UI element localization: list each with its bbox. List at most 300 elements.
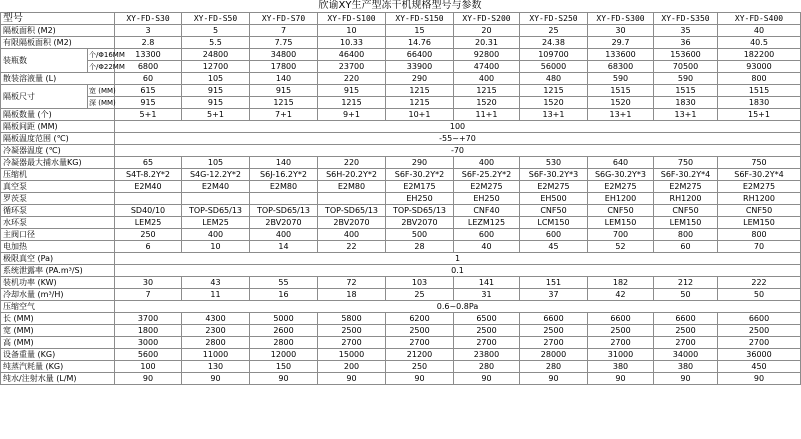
table-cell: 90: [454, 373, 520, 385]
table-row: [1, 61, 801, 73]
table-cell: 500: [386, 229, 454, 241]
table-row: [1, 49, 801, 61]
row-label: 冷凝器最大捕水量KG): [1, 157, 115, 169]
table-row: [1, 97, 801, 109]
table-cell: 1215: [386, 85, 454, 97]
row-label: 真空泵: [1, 181, 115, 193]
row-label: 宽 (MM): [1, 325, 115, 337]
table-cell: 182200: [718, 49, 801, 61]
table-row: [1, 205, 801, 217]
table-cell: 400: [182, 229, 250, 241]
row-label: 水环泵: [1, 217, 115, 229]
table-row: [1, 301, 801, 313]
table-cell: 103: [386, 277, 454, 289]
table-cell: LEM150: [718, 217, 801, 229]
table-cell: 17800: [250, 61, 318, 73]
table-cell: 13+1: [588, 109, 654, 121]
row-sublabel: 个/Φ16MM: [89, 50, 125, 59]
table-cell: LEM25: [115, 217, 182, 229]
row-label: 纯水/注射水量 (L/M): [1, 373, 115, 385]
table-cell: S6F-30.2Y*3: [520, 169, 588, 181]
table-row: [1, 145, 801, 157]
table-cell: 34800: [250, 49, 318, 61]
table-cell: 141: [454, 277, 520, 289]
table-cell: 7.75: [250, 37, 318, 49]
table-cell: [182, 193, 250, 205]
table-cell: 36000: [718, 349, 801, 361]
table-cell: 28000: [520, 349, 588, 361]
table-cell: 2500: [654, 325, 718, 337]
table-row: [1, 349, 801, 361]
model-header: XY-FD-S30: [115, 13, 182, 25]
table-cell: 182: [588, 277, 654, 289]
table-cell: 60: [654, 241, 718, 253]
table-cell: 222: [718, 277, 801, 289]
table-cell: 90: [115, 373, 182, 385]
table-cell: S6J-16.2Y*2: [250, 169, 318, 181]
table-cell: 1215: [250, 97, 318, 109]
table-cell: 105: [182, 73, 250, 85]
merged-value: -70: [115, 145, 801, 157]
row-label: 冷却水量 (m³/H): [1, 289, 115, 301]
table-cell: 42: [588, 289, 654, 301]
table-cell: 93000: [718, 61, 801, 73]
table-cell: 250: [115, 229, 182, 241]
table-row: [1, 109, 801, 121]
table-cell: 70: [718, 241, 801, 253]
row-label: 隔板面积 (M2): [1, 25, 115, 37]
table-cell: 14.76: [386, 37, 454, 49]
table-cell: 23800: [454, 349, 520, 361]
table-cell: 12700: [182, 61, 250, 73]
table-cell: 30: [115, 277, 182, 289]
table-cell: 1830: [718, 97, 801, 109]
table-cell: 47400: [454, 61, 520, 73]
table-cell: 212: [654, 277, 718, 289]
row-sublabel: 宽 (MM): [89, 86, 116, 95]
table-cell: CNF50: [588, 205, 654, 217]
table-cell: 12000: [250, 349, 318, 361]
table-cell: 2700: [454, 337, 520, 349]
table-cell: 2700: [718, 337, 801, 349]
row-label: 设备重量 (KG): [1, 349, 115, 361]
table-cell: TOP-SD65/13: [318, 205, 386, 217]
table-cell: [250, 193, 318, 205]
table-cell: 400: [454, 157, 520, 169]
table-cell: 25: [386, 289, 454, 301]
table-row: [1, 289, 801, 301]
table-cell: 3: [115, 25, 182, 37]
table-cell: 90: [318, 373, 386, 385]
row-label: 装瓶数: [1, 49, 88, 73]
row-label: 主阀口径: [1, 229, 115, 241]
model-header: XY-FD-S70: [250, 13, 318, 25]
table-cell: E2M275: [520, 181, 588, 193]
table-cell: 1520: [454, 97, 520, 109]
table-cell: 1520: [520, 97, 588, 109]
table-cell: S6F-30.2Y*2: [386, 169, 454, 181]
table-cell: 220: [318, 157, 386, 169]
table-cell: 1215: [454, 85, 520, 97]
merged-value: 1: [115, 253, 801, 265]
table-cell: CNF50: [718, 205, 801, 217]
table-cell: 800: [654, 229, 718, 241]
corner-label: 型号: [1, 13, 115, 25]
table-cell: 15+1: [718, 109, 801, 121]
table-cell: 90: [182, 373, 250, 385]
table-cell: TOP-SD65/13: [182, 205, 250, 217]
table-cell: 72: [318, 277, 386, 289]
table-cell: EH1200: [588, 193, 654, 205]
table-cell: S4T-8.2Y*2: [115, 169, 182, 181]
table-cell: S6F-30.2Y*4: [654, 169, 718, 181]
table-cell: 70500: [654, 61, 718, 73]
table-cell: 15000: [318, 349, 386, 361]
table-cell: 56000: [520, 61, 588, 73]
table-row: [1, 313, 801, 325]
table-cell: 915: [115, 97, 182, 109]
table-cell: 30: [588, 25, 654, 37]
row-label: 压缩机: [1, 169, 115, 181]
row-label: 高 (MM): [1, 337, 115, 349]
table-cell: 13+1: [520, 109, 588, 121]
table-row: [1, 73, 801, 85]
table-cell: 66400: [386, 49, 454, 61]
table-row: [1, 85, 801, 97]
table-cell: 800: [718, 73, 801, 85]
table-cell: 10: [318, 25, 386, 37]
table-cell: 615: [115, 85, 182, 97]
table-cell: 24800: [182, 49, 250, 61]
table-cell: CNF40: [454, 205, 520, 217]
table-row: [1, 181, 801, 193]
table-row: [1, 157, 801, 169]
row-label: 电加热: [1, 241, 115, 253]
table-cell: 7+1: [250, 109, 318, 121]
table-cell: 220: [318, 73, 386, 85]
table-row: [1, 373, 801, 385]
table-cell: 1515: [588, 85, 654, 97]
table-cell: 200: [318, 361, 386, 373]
table-cell: S6H-20.2Y*2: [318, 169, 386, 181]
table-row: [1, 241, 801, 253]
table-cell: RH1200: [654, 193, 718, 205]
sheet-title: 欣谕XY生产型冻干机规格型号与参数: [318, 0, 482, 11]
table-cell: 140: [250, 73, 318, 85]
table-cell: 6600: [588, 313, 654, 325]
table-cell: 90: [654, 373, 718, 385]
table-cell: 2500: [520, 325, 588, 337]
table-cell: SD40/10: [115, 205, 182, 217]
table-cell: 7: [115, 289, 182, 301]
spec-table: [0, 12, 801, 385]
table-cell: 380: [588, 361, 654, 373]
table-cell: 5800: [318, 313, 386, 325]
table-cell: 750: [654, 157, 718, 169]
table-cell: 13300: [115, 49, 182, 61]
table-row: [1, 193, 801, 205]
table-cell: 153600: [654, 49, 718, 61]
table-row: [1, 121, 801, 133]
table-cell: 600: [520, 229, 588, 241]
table-cell: 11+1: [454, 109, 520, 121]
table-cell: 151: [520, 277, 588, 289]
row-label: 隔板数量 (个): [1, 109, 115, 121]
table-cell: 140: [250, 157, 318, 169]
model-header: XY-FD-S50: [182, 13, 250, 25]
table-row: [1, 229, 801, 241]
table-row: [1, 253, 801, 265]
table-cell: 280: [454, 361, 520, 373]
table-cell: 1520: [588, 97, 654, 109]
table-cell: 50: [654, 289, 718, 301]
table-cell: LEM25: [182, 217, 250, 229]
table-row: [1, 217, 801, 229]
table-cell: TOP-SD65/13: [250, 205, 318, 217]
table-cell: 13+1: [654, 109, 718, 121]
table-cell: 10.33: [318, 37, 386, 49]
table-cell: 5+1: [115, 109, 182, 121]
table-row: [1, 325, 801, 337]
table-cell: 45: [520, 241, 588, 253]
row-label: 罗茨泵: [1, 193, 115, 205]
table-cell: 2600: [250, 325, 318, 337]
table-cell: 37: [520, 289, 588, 301]
table-cell: LCM150: [520, 217, 588, 229]
table-cell: [318, 193, 386, 205]
table-cell: S4G-12.2Y*2: [182, 169, 250, 181]
table-cell: 3700: [115, 313, 182, 325]
row-sublabel: 个/Φ22MM: [89, 62, 125, 71]
table-cell: 92800: [454, 49, 520, 61]
table-cell: E2M80: [318, 181, 386, 193]
table-cell: 20.31: [454, 37, 520, 49]
table-cell: E2M40: [182, 181, 250, 193]
table-cell: 1800: [115, 325, 182, 337]
table-cell: 6600: [718, 313, 801, 325]
table-cell: 6600: [654, 313, 718, 325]
row-label: 冷凝器温度 (℃): [1, 145, 115, 157]
table-cell: 2BV2070: [386, 217, 454, 229]
table-cell: S6F-30.2Y*4: [718, 169, 801, 181]
table-cell: 290: [386, 157, 454, 169]
table-cell: 6200: [386, 313, 454, 325]
table-cell: CNF50: [520, 205, 588, 217]
table-cell: 590: [654, 73, 718, 85]
table-cell: 4300: [182, 313, 250, 325]
table-cell: 7: [250, 25, 318, 37]
table-cell: 90: [588, 373, 654, 385]
table-cell: 43: [182, 277, 250, 289]
table-cell: E2M275: [718, 181, 801, 193]
table-cell: 52: [588, 241, 654, 253]
table-cell: S6F-25.2Y*2: [454, 169, 520, 181]
table-row: [1, 37, 801, 49]
table-cell: 2300: [182, 325, 250, 337]
table-cell: 31000: [588, 349, 654, 361]
table-cell: E2M80: [250, 181, 318, 193]
row-label: 系统泄露率 (PA.m³/S): [1, 265, 115, 277]
table-cell: 2500: [318, 325, 386, 337]
table-cell: 68300: [588, 61, 654, 73]
table-cell: 915: [182, 85, 250, 97]
table-cell: 400: [318, 229, 386, 241]
table-cell: E2M275: [588, 181, 654, 193]
table-cell: 21200: [386, 349, 454, 361]
table-cell: 1515: [654, 85, 718, 97]
model-header: XY-FD-S350: [654, 13, 718, 25]
table-cell: 14: [250, 241, 318, 253]
table-cell: 590: [588, 73, 654, 85]
table-cell: 20: [454, 25, 520, 37]
table-cell: 65: [115, 157, 182, 169]
table-cell: 31: [454, 289, 520, 301]
row-label: 极限真空 (Pa): [1, 253, 115, 265]
table-cell: E2M40: [115, 181, 182, 193]
row-label: 隔板温度范围 (℃): [1, 133, 115, 145]
row-label: 有限隔板面积 (M2): [1, 37, 115, 49]
model-header: XY-FD-S250: [520, 13, 588, 25]
table-cell: 55: [250, 277, 318, 289]
table-cell: 2700: [318, 337, 386, 349]
table-cell: 1830: [654, 97, 718, 109]
row-label: 隔板间距 (MM): [1, 121, 115, 133]
table-cell: 130: [182, 361, 250, 373]
merged-value: 0.6~0.8Pa: [115, 301, 801, 313]
table-cell: 2BV2070: [250, 217, 318, 229]
table-cell: 36: [654, 37, 718, 49]
table-cell: 150: [250, 361, 318, 373]
table-cell: EH250: [386, 193, 454, 205]
table-cell: 18: [318, 289, 386, 301]
table-cell: EH250: [454, 193, 520, 205]
table-cell: CNF50: [654, 205, 718, 217]
table-cell: 2500: [386, 325, 454, 337]
table-cell: 133600: [588, 49, 654, 61]
merged-value: 0.1: [115, 265, 801, 277]
table-cell: 40.5: [718, 37, 801, 49]
table-cell: 16: [250, 289, 318, 301]
row-label: 压缩空气: [1, 301, 115, 313]
table-cell: 380: [654, 361, 718, 373]
table-cell: 109700: [520, 49, 588, 61]
table-cell: 100: [115, 361, 182, 373]
table-cell: 2700: [588, 337, 654, 349]
table-cell: 600: [454, 229, 520, 241]
merged-value: 100: [115, 121, 801, 133]
table-row: [1, 133, 801, 145]
model-header: XY-FD-S400: [718, 13, 801, 25]
model-header: XY-FD-S200: [454, 13, 520, 25]
table-cell: 34000: [654, 349, 718, 361]
table-cell: 35: [654, 25, 718, 37]
model-header: XY-FD-S150: [386, 13, 454, 25]
table-cell: EH500: [520, 193, 588, 205]
table-cell: 400: [250, 229, 318, 241]
table-cell: LEZM125: [454, 217, 520, 229]
table-cell: 10: [182, 241, 250, 253]
row-sublabel: 深 (MM): [89, 98, 116, 107]
model-header: XY-FD-S100: [318, 13, 386, 25]
table-cell: 90: [520, 373, 588, 385]
table-cell: 105: [182, 157, 250, 169]
table-cell: 750: [718, 157, 801, 169]
table-cell: LEM150: [654, 217, 718, 229]
row-label: 装机功率 (KW): [1, 277, 115, 289]
table-cell: 46400: [318, 49, 386, 61]
table-cell: 2500: [718, 325, 801, 337]
table-cell: 6800: [115, 61, 182, 73]
table-cell: 5600: [115, 349, 182, 361]
table-cell: 480: [520, 73, 588, 85]
table-cell: 640: [588, 157, 654, 169]
table-cell: 9+1: [318, 109, 386, 121]
table-cell: 2700: [386, 337, 454, 349]
table-cell: 915: [318, 85, 386, 97]
table-row: [1, 169, 801, 181]
table-cell: LEM150: [588, 217, 654, 229]
table-cell: 1215: [386, 97, 454, 109]
table-cell: 90: [250, 373, 318, 385]
table-cell: 28: [386, 241, 454, 253]
table-cell: 400: [454, 73, 520, 85]
table-cell: 22: [318, 241, 386, 253]
table-cell: 6600: [520, 313, 588, 325]
table-cell: 50: [718, 289, 801, 301]
table-cell: 2.8: [115, 37, 182, 49]
header-row: [1, 13, 801, 25]
merged-value: -55~+70: [115, 133, 801, 145]
table-cell: E2M275: [454, 181, 520, 193]
table-cell: 915: [250, 85, 318, 97]
table-cell: 2700: [520, 337, 588, 349]
row-label: 散装溶液量 (L): [1, 73, 115, 85]
table-cell: 6: [115, 241, 182, 253]
table-cell: 90: [386, 373, 454, 385]
table-cell: 25: [520, 25, 588, 37]
table-row: [1, 277, 801, 289]
table-cell: 5+1: [182, 109, 250, 121]
table-cell: E2M275: [654, 181, 718, 193]
table-cell: 290: [386, 73, 454, 85]
table-cell: 1515: [718, 85, 801, 97]
table-cell: 5.5: [182, 37, 250, 49]
table-cell: 450: [718, 361, 801, 373]
table-cell: 24.38: [520, 37, 588, 49]
row-label: 长 (MM): [1, 313, 115, 325]
table-cell: 15: [386, 25, 454, 37]
table-cell: 3000: [115, 337, 182, 349]
table-cell: TOP-SD65/13: [386, 205, 454, 217]
table-cell: 915: [182, 97, 250, 109]
row-label: 纯蒸汽耗量 (KG): [1, 361, 115, 373]
table-cell: 2BV2070: [318, 217, 386, 229]
table-cell: 250: [386, 361, 454, 373]
table-cell: 11: [182, 289, 250, 301]
table-cell: RH1200: [718, 193, 801, 205]
table-row: [1, 25, 801, 37]
table-row: [1, 361, 801, 373]
table-cell: 5: [182, 25, 250, 37]
table-cell: 2800: [182, 337, 250, 349]
table-cell: 5000: [250, 313, 318, 325]
table-cell: 10+1: [386, 109, 454, 121]
model-header: XY-FD-S300: [588, 13, 654, 25]
table-cell: 280: [520, 361, 588, 373]
table-cell: 29.7: [588, 37, 654, 49]
table-cell: 40: [454, 241, 520, 253]
table-cell: 23700: [318, 61, 386, 73]
